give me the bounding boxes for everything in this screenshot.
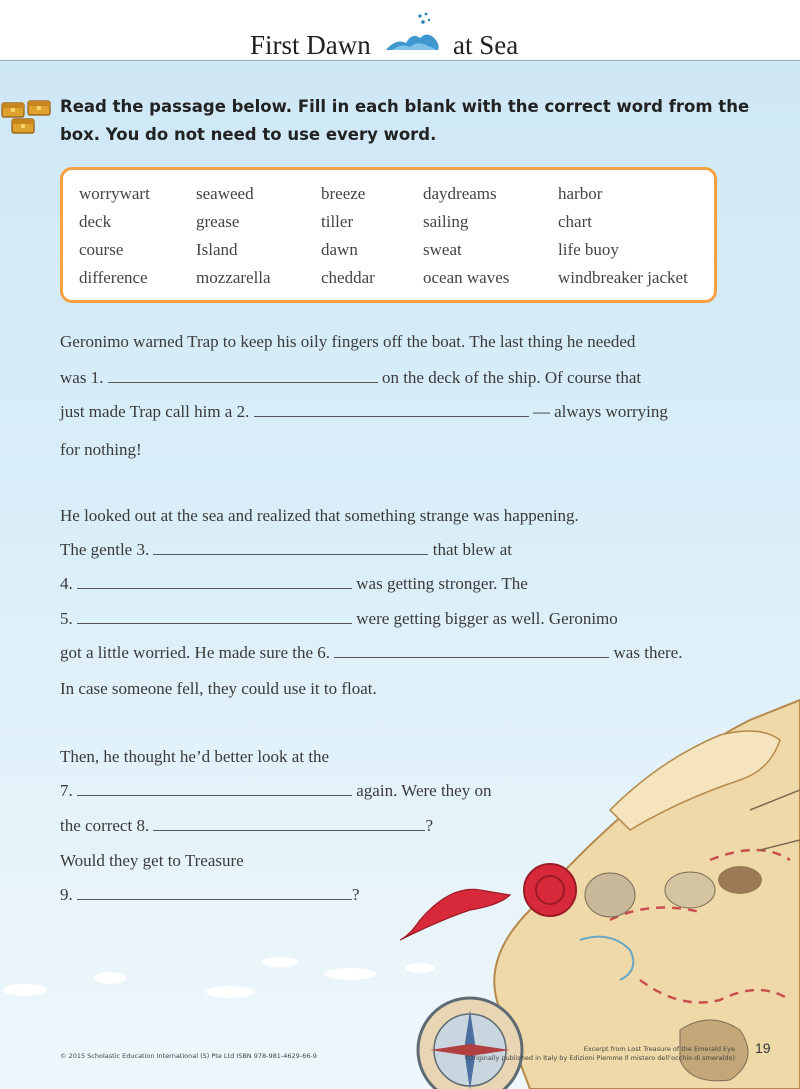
word-bank-item: chart [558, 212, 592, 231]
word-box [60, 167, 717, 303]
question-6-suffix: was there. [613, 643, 683, 662]
passage-line [60, 574, 528, 594]
word-bank-item: tiller [321, 212, 354, 231]
blank-2[interactable] [254, 402, 529, 417]
question-5-prefix: 5. [60, 609, 73, 628]
passage-line [60, 781, 491, 801]
word-bank-item: life buoy [558, 240, 619, 259]
question-7-suffix: again. Were they on [356, 781, 492, 800]
question-4-suffix: was getting stronger. The [356, 574, 528, 593]
word-bank-item: breeze [321, 184, 366, 203]
cloud-decoration [0, 950, 480, 1010]
word-bank-item: daydreams [423, 184, 497, 203]
word-bank-item: difference [79, 268, 148, 287]
word-bank-item: sailing [423, 212, 469, 231]
blank-8[interactable] [153, 816, 425, 831]
blank-5[interactable] [77, 609, 352, 624]
word-bank-item: deck [79, 212, 112, 231]
compass-rose-icon [418, 998, 522, 1089]
question-1-suffix: on the deck of the ship. Of course that [381, 368, 642, 387]
copyright: © 2015 Scholastic Education International (S) Pte Ltd ISBN 978-981-4629-66-9 [60, 1052, 317, 1060]
excerpt-credit-line-2: (Originally published in Italy by Edizioni Piemme Il mistero dell’occhio di smeraldo) [465, 1054, 735, 1062]
question-9-suffix: ? [352, 885, 360, 904]
passage-line: for nothing! [60, 440, 142, 459]
ribbon-icon [400, 889, 510, 940]
title-first-dawn: First Dawn [250, 30, 371, 60]
question-8-prefix: the correct 8. [60, 816, 150, 835]
passage-line: Geronimo warned Trap to keep his oily fingers off the boat. The last thing he needed [60, 332, 636, 351]
blank-7[interactable] [77, 781, 352, 796]
passage-line: Then, he thought he’d better look at the [60, 747, 330, 766]
passage-line [60, 643, 682, 663]
treasure-chest-icon [0, 95, 56, 135]
word-bank-item: harbor [558, 184, 603, 203]
word-bank-item: sweat [423, 240, 462, 259]
passage-line [60, 885, 360, 905]
page-header [0, 0, 800, 61]
passage-line: In case someone fell, they could use it to float. [60, 679, 377, 698]
question-5-suffix: were getting bigger as well. Geronimo [356, 609, 618, 628]
question-2-suffix: — always worrying [532, 402, 668, 421]
blank-3[interactable] [153, 540, 428, 555]
question-7-prefix: 7. [60, 781, 73, 800]
title-at-sea: at Sea [453, 30, 519, 60]
word-bank-item: dawn [321, 240, 358, 259]
word-bank-item: course [79, 240, 124, 259]
blank-6[interactable] [334, 643, 609, 658]
word-bank-item: cheddar [321, 268, 375, 287]
question-9-prefix: 9. [60, 885, 73, 904]
word-bank-item: ocean waves [423, 268, 510, 287]
passage-line: He looked out at the sea and realized that something strange was happening. [60, 506, 579, 525]
passage-line [60, 609, 618, 629]
word-bank-item: grease [196, 212, 240, 231]
excerpt-credit [435, 1045, 735, 1063]
passage-line [60, 540, 512, 560]
passage-line: Would they get to Treasure [60, 851, 244, 870]
passage-line [60, 368, 641, 388]
word-bank-item: Island [196, 240, 238, 259]
word-bank-item: seaweed [196, 184, 254, 203]
passage-line [60, 816, 433, 836]
question-2-prefix: just made Trap call him a 2. [60, 402, 250, 421]
excerpt-credit-line-1: Excerpt from Lost Treasure of the Emerald Eye [583, 1045, 735, 1053]
treasure-map-illustration [380, 680, 800, 1089]
word-bank-item: windbreaker jacket [558, 268, 688, 287]
question-3-prefix: The gentle 3. [60, 540, 150, 559]
blank-9[interactable] [77, 885, 352, 900]
question-1-prefix: was 1. [60, 368, 104, 387]
instructions: Read the passage below. Fill in each blank with the correct word from the box. You do not need to use every word. [60, 97, 750, 144]
passage-line [60, 402, 668, 422]
blank-1[interactable] [108, 368, 378, 383]
word-bank-item: mozzarella [196, 268, 271, 287]
word-bank-item: worrywart [79, 184, 150, 203]
blank-4[interactable] [77, 574, 352, 589]
question-4-prefix: 4. [60, 574, 73, 593]
wave-splash-icon [382, 10, 442, 56]
wax-seal-icon [524, 864, 576, 916]
question-3-suffix: that blew at [432, 540, 513, 559]
page-number: 19 [755, 1040, 771, 1056]
question-8-suffix: ? [425, 816, 433, 835]
question-6-prefix: got a little worried. He made sure the 6. [60, 643, 331, 662]
